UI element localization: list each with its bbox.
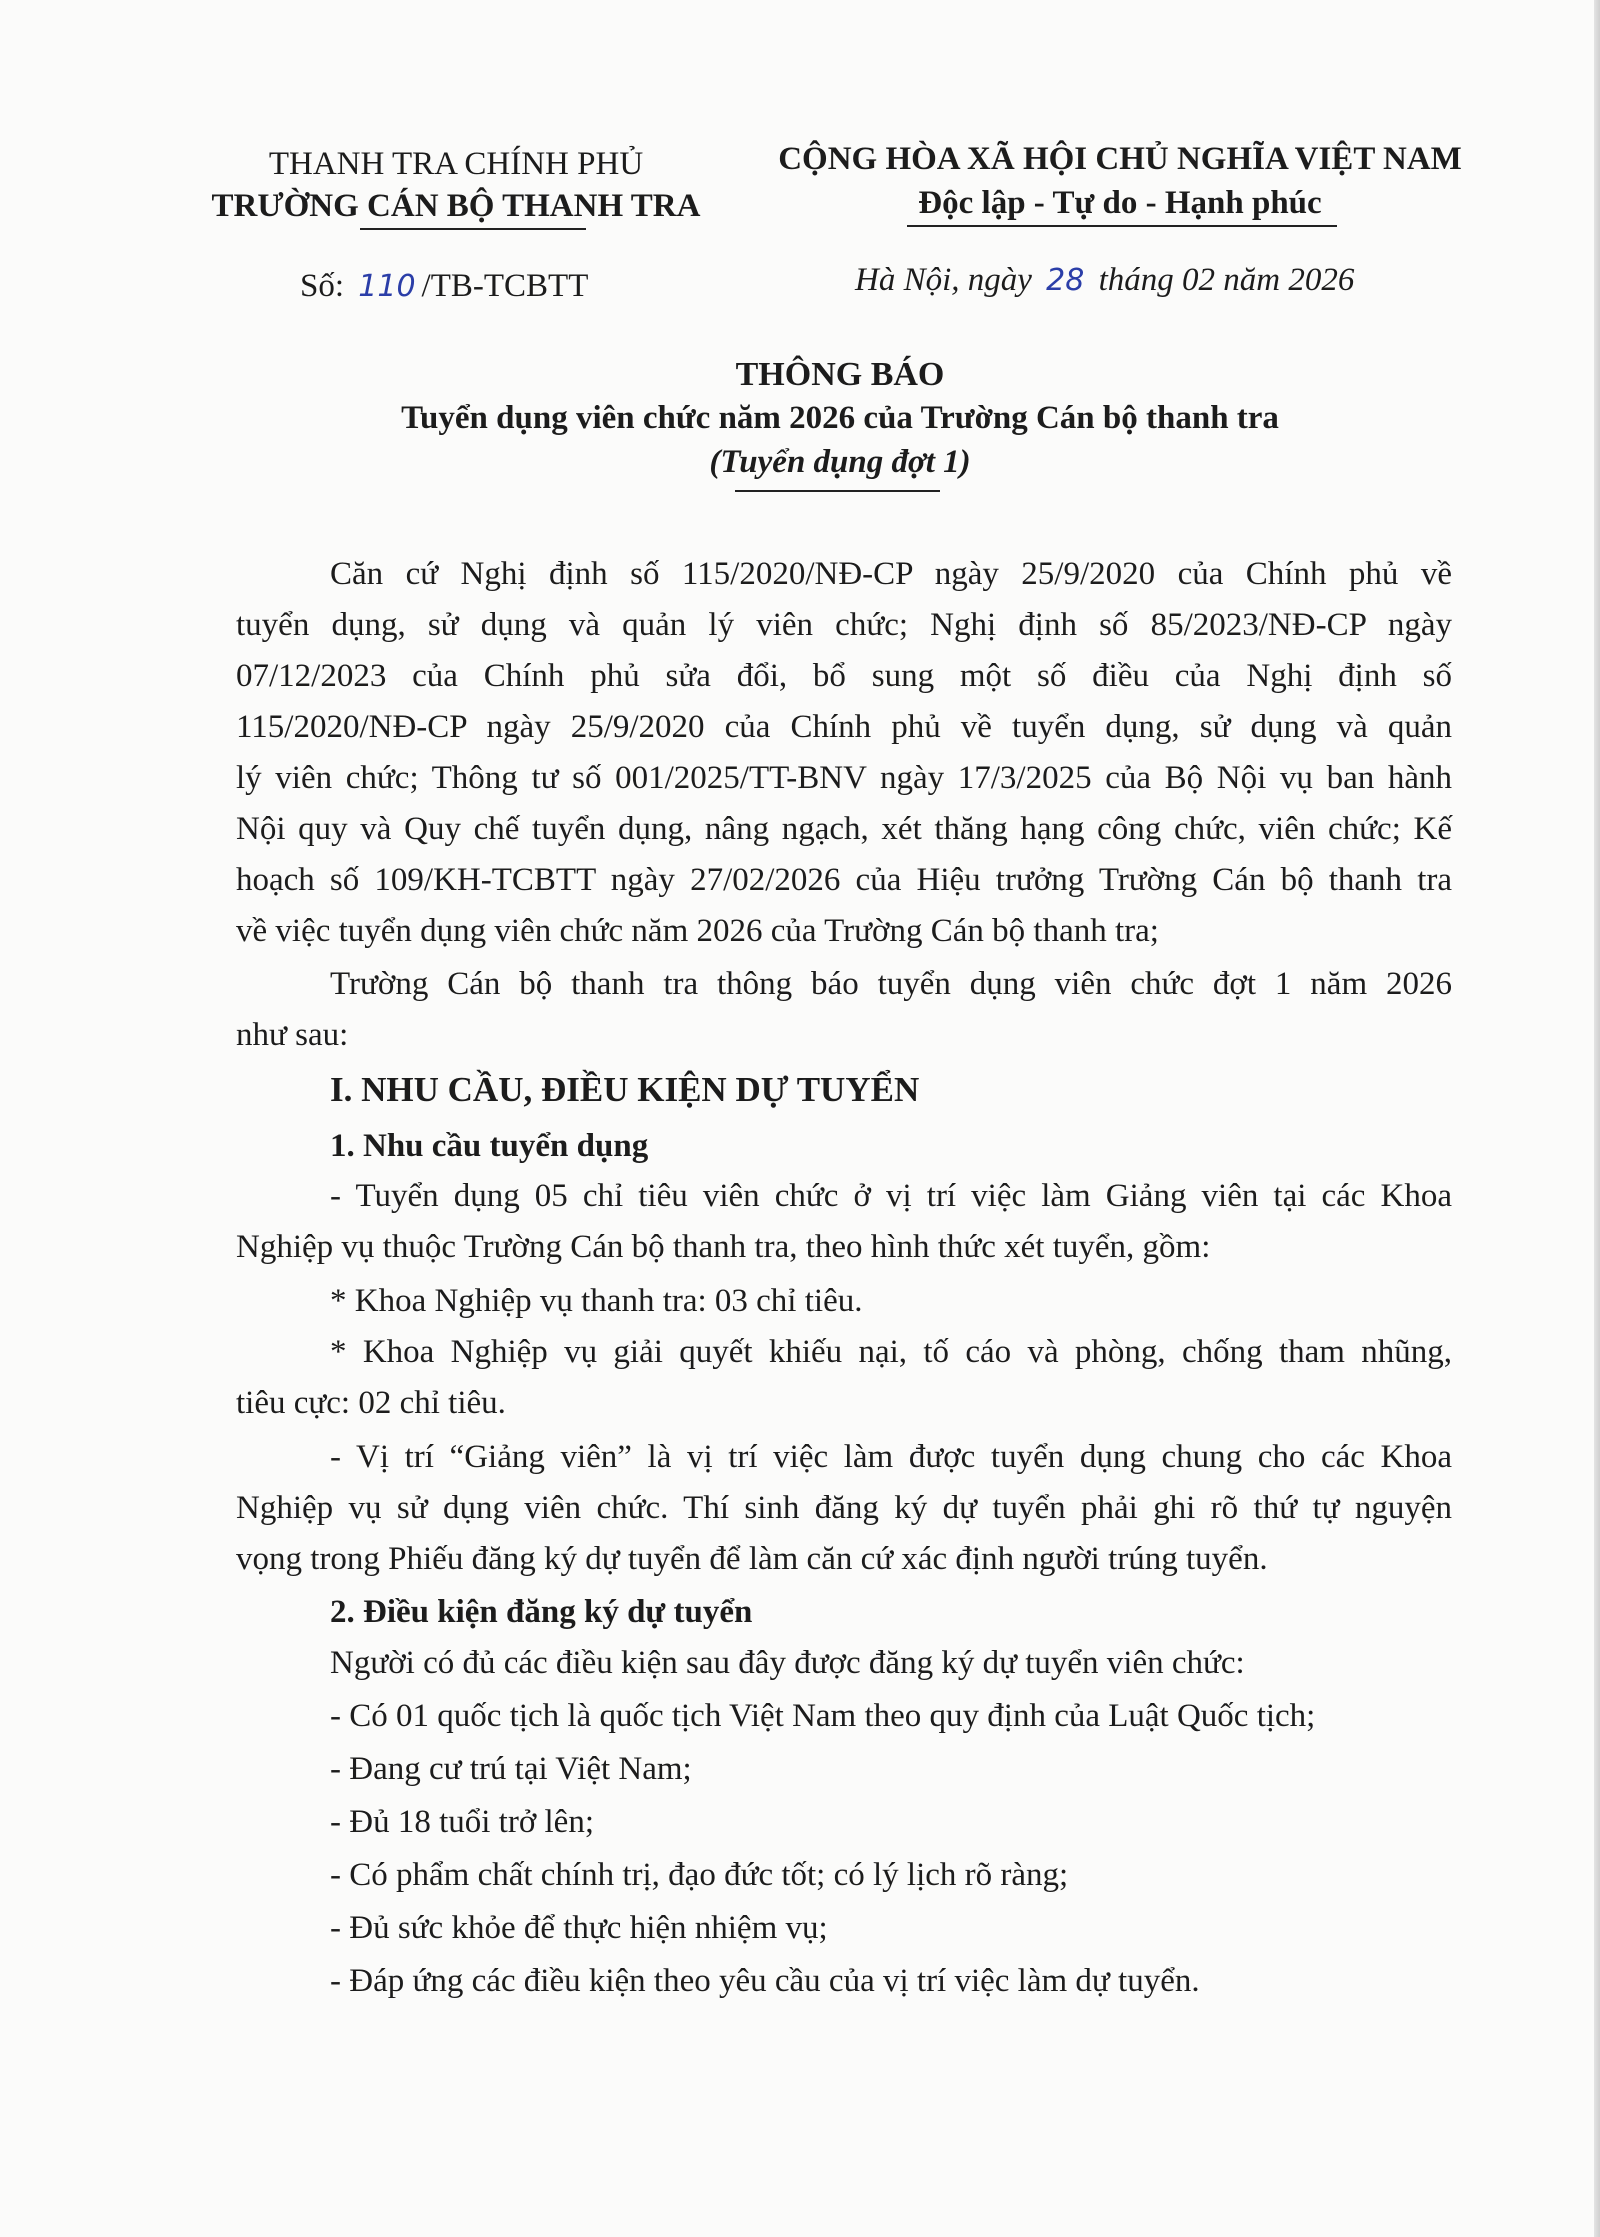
country-motto: Độc lập - Tự do - Hạnh phúc bbox=[918, 185, 1322, 221]
preamble-line: Căn cứ Nghị định số 115/2020/NĐ-CP ngày 25/9/2020 của Chính phủ về bbox=[330, 556, 1452, 592]
date-day-handwritten: 28 bbox=[1046, 263, 1085, 298]
document-number-handwritten: 110 bbox=[358, 269, 416, 304]
document-title: THÔNG BÁO bbox=[735, 356, 945, 393]
preamble-line: 115/2020/NĐ-CP ngày 25/9/2020 của Chính phủ về tuyển dụng, sử dụng và quản bbox=[236, 709, 1452, 745]
document-number-prefix: Số: bbox=[300, 268, 345, 304]
condition-item: - Đang cư trú tại Việt Nam; bbox=[330, 1751, 692, 1787]
date-suffix: tháng 02 năm 2026 bbox=[1098, 262, 1355, 298]
document-number bbox=[300, 264, 588, 309]
section-heading: I. NHU CẦU, ĐIỀU KIỆN DỰ TUYỂN bbox=[330, 1070, 920, 1109]
needs-line: vọng trong Phiếu đăng ký dự tuyển để làm căn cứ xác định người trúng tuyển. bbox=[236, 1541, 1268, 1577]
condition-item: - Có phẩm chất chính trị, đạo đức tốt; có lý lịch rõ ràng; bbox=[330, 1857, 1069, 1893]
date-line bbox=[855, 258, 1354, 303]
preamble-line: về việc tuyển dụng viên chức năm 2026 của Trường Cán bộ thanh tra; bbox=[236, 913, 1159, 949]
condition-item: - Có 01 quốc tịch là quốc tịch Việt Nam theo quy định của Luật Quốc tịch; bbox=[330, 1698, 1316, 1734]
document-batch: (Tuyển dụng đợt 1) bbox=[709, 444, 971, 480]
country-name: CỘNG HÒA XÃ HỘI CHỦ NGHĨA VIỆT NAM bbox=[778, 141, 1462, 177]
motto-underline-divider bbox=[907, 225, 1337, 227]
batch-underline-divider bbox=[735, 490, 940, 492]
needs-item: * Khoa Nghiệp vụ giải quyết khiếu nại, tố cáo và phòng, chống tham nhũng, bbox=[330, 1334, 1452, 1370]
needs-line: - Vị trí “Giảng viên” là vị trí việc làm được tuyển dụng chung cho các Khoa bbox=[330, 1439, 1452, 1475]
date-prefix: Hà Nội, ngày bbox=[855, 262, 1032, 298]
condition-item: - Đủ sức khỏe để thực hiện nhiệm vụ; bbox=[330, 1910, 828, 1946]
preamble-line: lý viên chức; Thông tư số 001/2025/TT-BNV ngày 17/3/2025 của Bộ Nội vụ ban hành bbox=[236, 760, 1452, 796]
preamble-line: tuyển dụng, sử dụng và quản lý viên chức; Nghị định số 85/2023/NĐ-CP ngày bbox=[236, 607, 1452, 643]
condition-item: - Đáp ứng các điều kiện theo yêu cầu của vị trí việc làm dự tuyển. bbox=[330, 1963, 1200, 1999]
preamble-line: 07/12/2023 của Chính phủ sửa đổi, bổ sung một số điều của Nghị định số bbox=[236, 658, 1452, 694]
announce-line: Trường Cán bộ thanh tra thông báo tuyển dụng viên chức đợt 1 năm 2026 bbox=[330, 966, 1452, 1002]
preamble-line: hoạch số 109/KH-TCBTT ngày 27/02/2026 của Hiệu trưởng Trường Cán bộ thanh tra bbox=[236, 862, 1452, 898]
needs-line: Nghiệp vụ thuộc Trường Cán bộ thanh tra, theo hình thức xét tuyển, gồm: bbox=[236, 1229, 1211, 1265]
needs-line: Nghiệp vụ sử dụng viên chức. Thí sinh đăng ký dự tuyển phải ghi rõ thứ tự nguyện bbox=[236, 1490, 1452, 1526]
preamble-line: Nội quy và Quy chế tuyển dụng, nâng ngạch, xét thăng hạng công chức, viên chức; Kế bbox=[236, 811, 1452, 847]
agency-name: TRƯỜNG CÁN BỘ THANH TRA bbox=[211, 188, 701, 224]
scan-edge bbox=[1594, 0, 1600, 2237]
needs-item: * Khoa Nghiệp vụ thanh tra: 03 chỉ tiêu. bbox=[330, 1283, 863, 1319]
agency-underline-divider bbox=[360, 228, 586, 230]
needs-line: - Tuyển dụng 05 chỉ tiêu viên chức ở vị trí việc làm Giảng viên tại các Khoa bbox=[330, 1178, 1452, 1214]
conditions-intro: Người có đủ các điều kiện sau đây được đăng ký dự tuyển viên chức: bbox=[330, 1645, 1245, 1681]
document-subtitle: Tuyển dụng viên chức năm 2026 của Trường Cán bộ thanh tra bbox=[401, 400, 1279, 436]
document-number-suffix: /TB-TCBTT bbox=[421, 268, 589, 304]
condition-item: - Đủ 18 tuổi trở lên; bbox=[330, 1804, 594, 1840]
subsection-heading: 1. Nhu cầu tuyển dụng bbox=[330, 1128, 649, 1164]
agency-parent: THANH TRA CHÍNH PHỦ bbox=[268, 146, 644, 182]
announce-line: như sau: bbox=[236, 1017, 349, 1053]
subsection-heading: 2. Điều kiện đăng ký dự tuyển bbox=[330, 1594, 753, 1630]
needs-line: tiêu cực: 02 chỉ tiêu. bbox=[236, 1385, 506, 1421]
